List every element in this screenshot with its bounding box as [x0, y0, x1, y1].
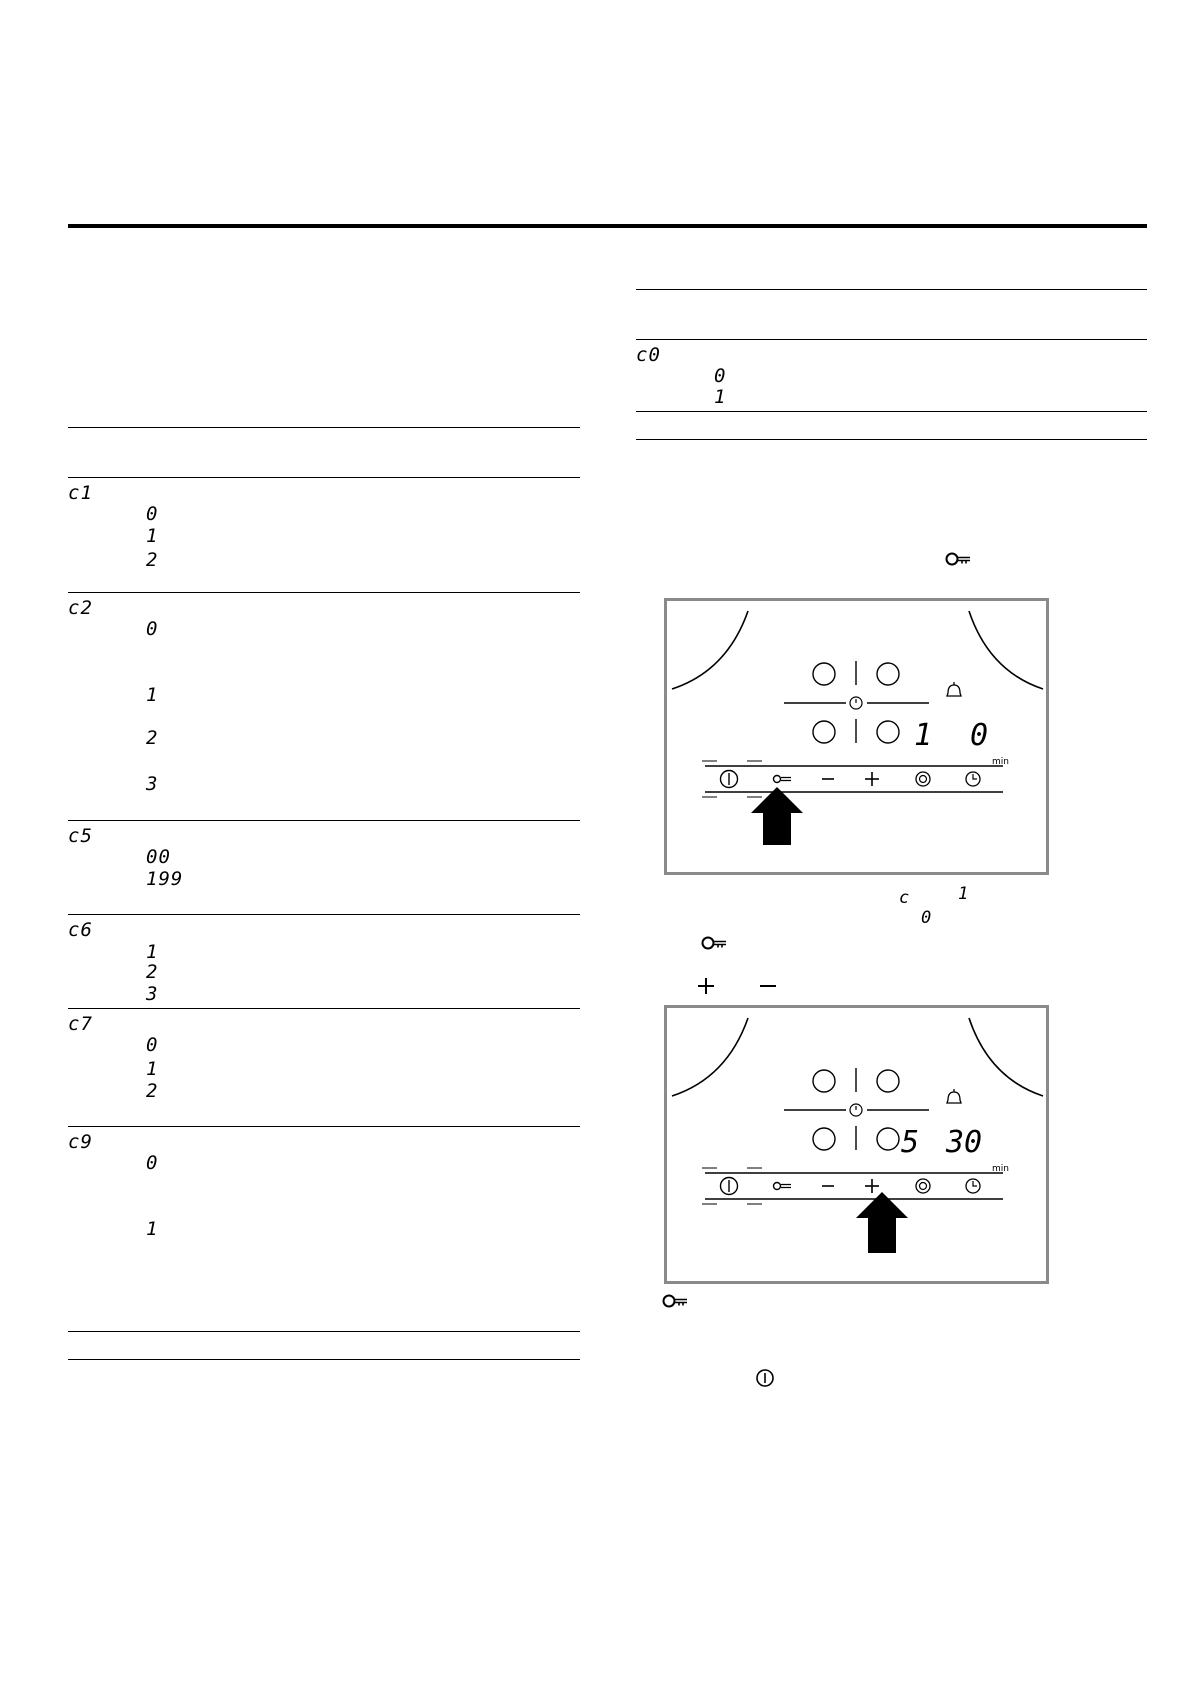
min-label: min	[992, 757, 1009, 767]
setting-value: 2	[146, 727, 159, 749]
setting-value: 0	[146, 618, 159, 640]
row-divider	[68, 1126, 580, 1127]
setting-value: 0	[146, 1152, 159, 1174]
control-panel-diagram-2	[664, 1005, 1049, 1284]
key-icon	[774, 1183, 792, 1190]
display-right: 30	[946, 1125, 983, 1160]
gear-icon	[916, 1179, 930, 1193]
table-header-rule	[636, 339, 1147, 340]
table-bottom-rule	[636, 439, 1147, 440]
step-one-char: 1	[958, 884, 970, 904]
setting-code: c0	[636, 344, 661, 366]
arrow-up-icon	[751, 787, 803, 845]
table-header-rule	[68, 477, 580, 478]
hob-edge-right	[969, 611, 1043, 689]
setting-value: 1	[146, 941, 159, 963]
setting-value: 0	[714, 365, 727, 387]
hob-edge-left	[672, 1018, 748, 1096]
gear-icon	[916, 772, 930, 786]
row-divider	[68, 592, 580, 593]
power-icon	[721, 771, 738, 788]
hob-edge-right	[969, 1018, 1043, 1096]
setting-value: 0	[146, 503, 159, 525]
clock-icon	[966, 1179, 980, 1193]
bell-icon	[947, 682, 961, 696]
power-icon	[721, 1178, 738, 1195]
table-bottom-rule	[68, 1359, 580, 1360]
display-left: 5	[901, 1125, 920, 1160]
clock-icon	[966, 772, 980, 786]
min-label: min	[992, 1164, 1009, 1174]
setting-value: 3	[146, 773, 159, 795]
setting-value: 1	[714, 386, 727, 408]
setting-value: 1	[146, 525, 159, 547]
setting-code: c5	[68, 825, 93, 847]
setting-value: 00	[146, 846, 171, 868]
row-divider	[68, 1008, 580, 1009]
setting-value: 1	[146, 684, 159, 706]
key-icon	[945, 551, 971, 567]
setting-code: c9	[68, 1131, 93, 1153]
setting-value: 2	[146, 961, 159, 983]
button-strip	[702, 761, 1003, 797]
setting-code: c2	[68, 597, 93, 619]
key-icon	[701, 935, 727, 951]
key-icon	[774, 776, 792, 783]
setting-code: c7	[68, 1013, 93, 1035]
setting-value: 0	[146, 1034, 159, 1056]
step-c-char: c	[899, 888, 911, 908]
setting-value: 3	[146, 983, 159, 1005]
minus-icon	[758, 976, 778, 996]
display-right: 0	[970, 718, 989, 753]
setting-code: c1	[68, 482, 93, 504]
setting-value: 1	[146, 1058, 159, 1080]
key-icon	[662, 1293, 688, 1309]
power-icon	[755, 1368, 775, 1388]
display-left: 1	[914, 718, 933, 753]
table-top-rule	[636, 289, 1147, 290]
hob-edge-left	[672, 611, 748, 689]
control-panel-diagram-1	[664, 598, 1049, 875]
row-divider	[636, 411, 1147, 412]
timer-icon	[850, 1104, 862, 1116]
header-rule	[68, 224, 1147, 228]
setting-value: 2	[146, 1080, 159, 1102]
setting-code: c6	[68, 919, 93, 941]
setting-value: 2	[146, 549, 159, 571]
timer-icon	[850, 697, 862, 709]
plus-icon	[696, 976, 716, 996]
step-zero-char: 0	[921, 908, 933, 928]
table-top-rule	[68, 427, 580, 428]
row-divider	[68, 914, 580, 915]
plus-icon	[865, 772, 879, 786]
button-strip	[702, 1168, 1003, 1204]
setting-value: 199	[146, 868, 184, 890]
arrow-up-icon	[856, 1192, 908, 1253]
setting-value: 1	[146, 1218, 159, 1240]
row-divider	[68, 820, 580, 821]
plus-icon	[865, 1179, 879, 1193]
bell-icon	[947, 1089, 961, 1103]
row-divider	[68, 1331, 580, 1332]
